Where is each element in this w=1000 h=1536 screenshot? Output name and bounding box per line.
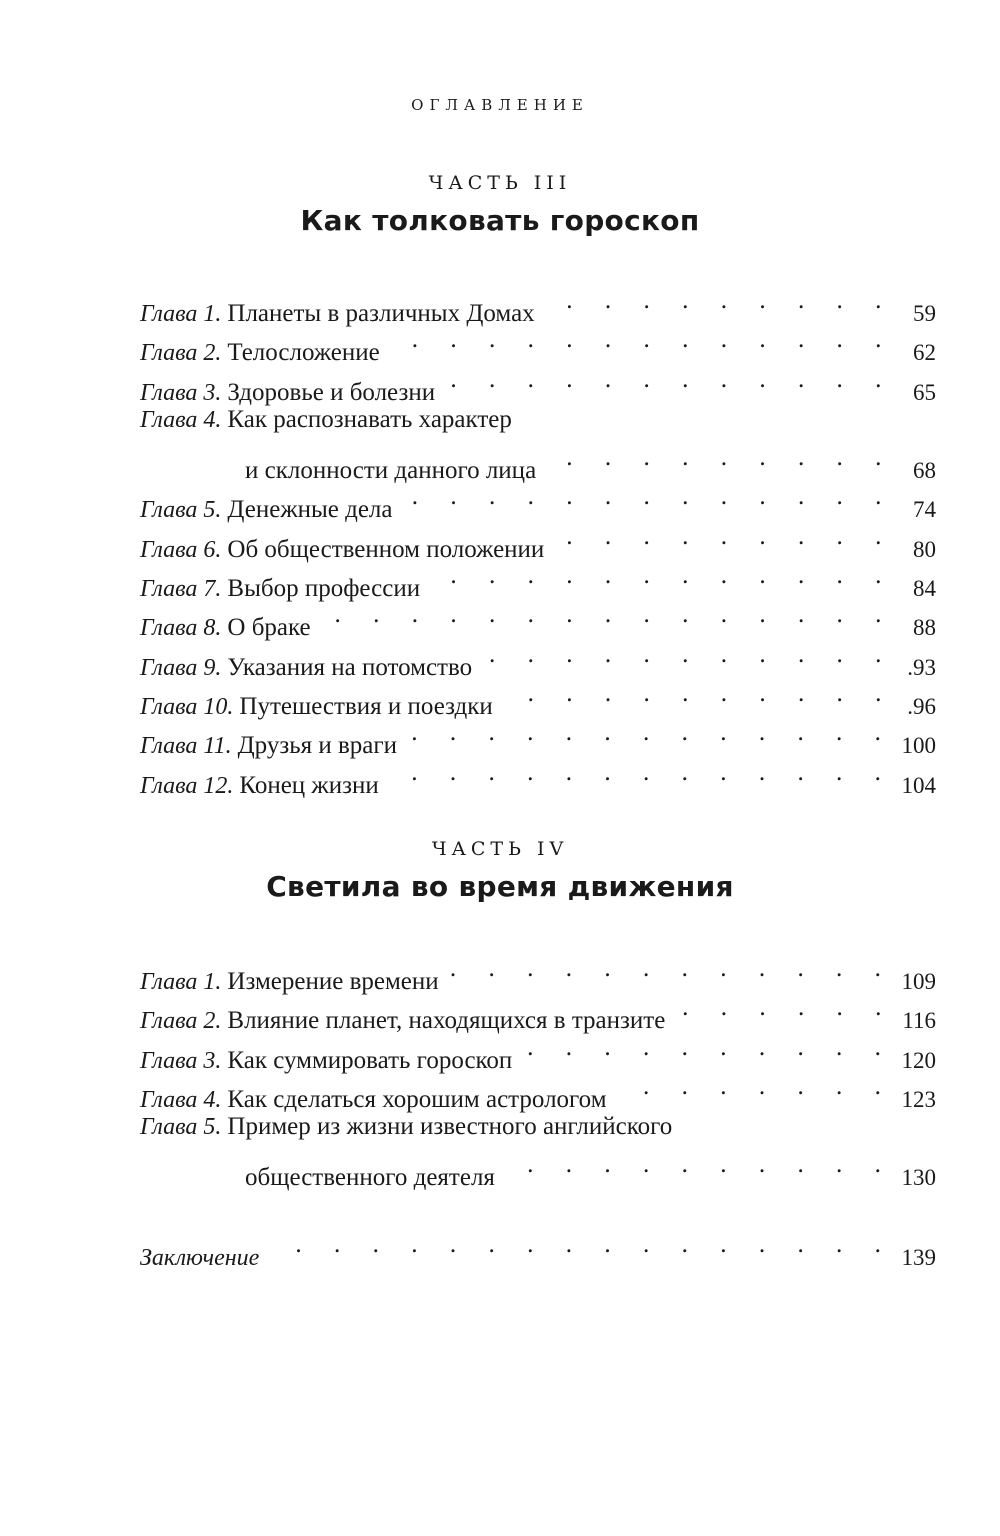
part-3-title: Как толковать гороскоп	[300, 204, 700, 237]
page-number: 116	[902, 1008, 936, 1034]
part-3-toc	[140, 282, 936, 799]
chapter-label: Глава 4.	[140, 406, 222, 433]
toc-entry[interactable]	[140, 518, 936, 563]
dot-leader	[501, 1146, 894, 1185]
dot-leader	[426, 557, 894, 596]
dot-leader	[542, 439, 894, 478]
toc-entry[interactable]	[140, 321, 936, 367]
dot-leader	[403, 714, 893, 753]
toc-entry[interactable]	[140, 478, 936, 524]
toc-entry-conclusion[interactable]	[140, 1226, 936, 1271]
toc-entry[interactable]	[140, 596, 936, 642]
toc-entry[interactable]	[140, 557, 936, 603]
toc-entry[interactable]	[140, 1107, 936, 1146]
page-number: 74	[913, 497, 936, 523]
page-number: 123	[901, 1086, 936, 1112]
page-number: 109	[901, 969, 936, 994]
chapter-title: Планеты в различных Домах	[227, 300, 535, 327]
dot-leader	[317, 596, 894, 635]
chapter-label: Глава 9.	[140, 654, 222, 681]
chapter-label: Глава 3.	[140, 379, 222, 406]
chapter-title: Друзья и враги	[237, 732, 398, 760]
page-number: 130	[901, 1165, 936, 1191]
dot-leader	[671, 989, 894, 1028]
page-number: 104	[901, 772, 936, 798]
page-number: 88	[913, 615, 936, 641]
chapter-title: Как сделаться хорошим астрологом	[227, 1085, 607, 1113]
dot-leader	[385, 754, 894, 793]
chapter-title: Здоровье и болезни	[227, 378, 436, 406]
toc-entry-continuation[interactable]	[140, 439, 936, 485]
chapter-title: Конец жизни	[239, 771, 379, 799]
conclusion-toc	[140, 1226, 936, 1271]
toc-entry[interactable]	[140, 989, 936, 1035]
page-number: .93	[907, 654, 936, 680]
chapter-title: Об общественном положении	[227, 535, 545, 563]
page-number: 100	[901, 733, 936, 759]
dot-leader	[445, 950, 894, 989]
chapter-label: Глава 5.	[140, 1114, 222, 1141]
toc-entry[interactable]	[140, 1068, 936, 1113]
chapter-title: Денежные дела	[227, 496, 393, 524]
toc-entry[interactable]	[140, 675, 936, 720]
chapter-label: Глава 5.	[140, 497, 222, 524]
dot-leader	[518, 1029, 893, 1068]
toc-entry[interactable]	[140, 636, 936, 681]
dot-leader	[386, 321, 894, 360]
part-4-label: ЧАСТЬ IV	[431, 838, 569, 860]
chapter-label: Глава 6.	[140, 536, 222, 563]
chapter-title-continued: общественного деятеля	[245, 1164, 495, 1192]
chapter-label: Глава 11.	[140, 733, 232, 760]
chapter-label: Глава 8.	[140, 615, 222, 642]
page-number: 65	[913, 379, 936, 405]
dot-leader	[541, 282, 894, 321]
toc-entry[interactable]	[140, 400, 936, 439]
dot-leader	[499, 675, 894, 714]
chapter-title-continued: и склонности данного лица	[245, 457, 537, 485]
page-number: 59	[913, 301, 936, 326]
toc-entry-continuation[interactable]	[140, 1146, 936, 1192]
conclusion-label: Заключение	[140, 1245, 260, 1271]
chapter-label: Глава 12.	[140, 772, 234, 799]
chapter-label: Глава 7.	[140, 576, 222, 603]
part-4-toc	[140, 950, 936, 1192]
toc-entry[interactable]	[140, 282, 936, 327]
dot-leader	[478, 636, 894, 675]
chapter-title: Выбор профессии	[227, 575, 421, 603]
toc-entry[interactable]	[140, 754, 936, 799]
chapter-label: Глава 2.	[140, 1008, 222, 1035]
chapter-label: Глава 4.	[140, 1086, 222, 1113]
toc-entry[interactable]	[140, 950, 936, 995]
chapter-title: Указания на потомство	[227, 653, 473, 681]
toc-entry[interactable]	[140, 714, 936, 760]
toc-entry[interactable]	[140, 361, 936, 406]
dot-leader	[265, 1226, 893, 1265]
chapter-label: Глава 3.	[140, 1047, 222, 1074]
page-number: 62	[913, 340, 936, 366]
chapter-title: Как распознавать характер	[227, 405, 512, 433]
page-number: 80	[913, 536, 936, 562]
dot-leader	[613, 1068, 894, 1107]
part-3-label: ЧАСТЬ III	[428, 172, 572, 194]
chapter-title: Пример из жизни известного английского	[227, 1113, 673, 1141]
chapter-title: Как суммировать гороскоп	[227, 1046, 513, 1074]
dot-leader	[399, 478, 894, 517]
running-head: ОГЛАВЛЕНИЕ	[411, 96, 589, 114]
chapter-label: Глава 2.	[140, 340, 222, 367]
chapter-title: Телосложение	[227, 339, 380, 367]
chapter-title: Влияние планет, находящихся в транзите	[227, 1007, 666, 1035]
page-number: .96	[907, 693, 936, 719]
page-number: 68	[913, 458, 936, 484]
chapter-title: Путешествия и поездки	[239, 692, 493, 720]
page-number: 139	[901, 1245, 936, 1270]
chapter-label: Глава 10.	[140, 693, 234, 720]
page-number: 120	[901, 1047, 936, 1073]
chapter-title: О браке	[227, 614, 311, 642]
toc-entry[interactable]	[140, 1029, 936, 1074]
chapter-title: Измерение времени	[227, 968, 439, 995]
chapter-label: Глава 1.	[140, 301, 222, 327]
dot-leader	[550, 518, 894, 557]
dot-leader	[441, 361, 894, 400]
page-number: 84	[913, 576, 936, 602]
chapter-label: Глава 1.	[140, 969, 222, 995]
part-4-title: Светила во время движения	[266, 870, 734, 903]
